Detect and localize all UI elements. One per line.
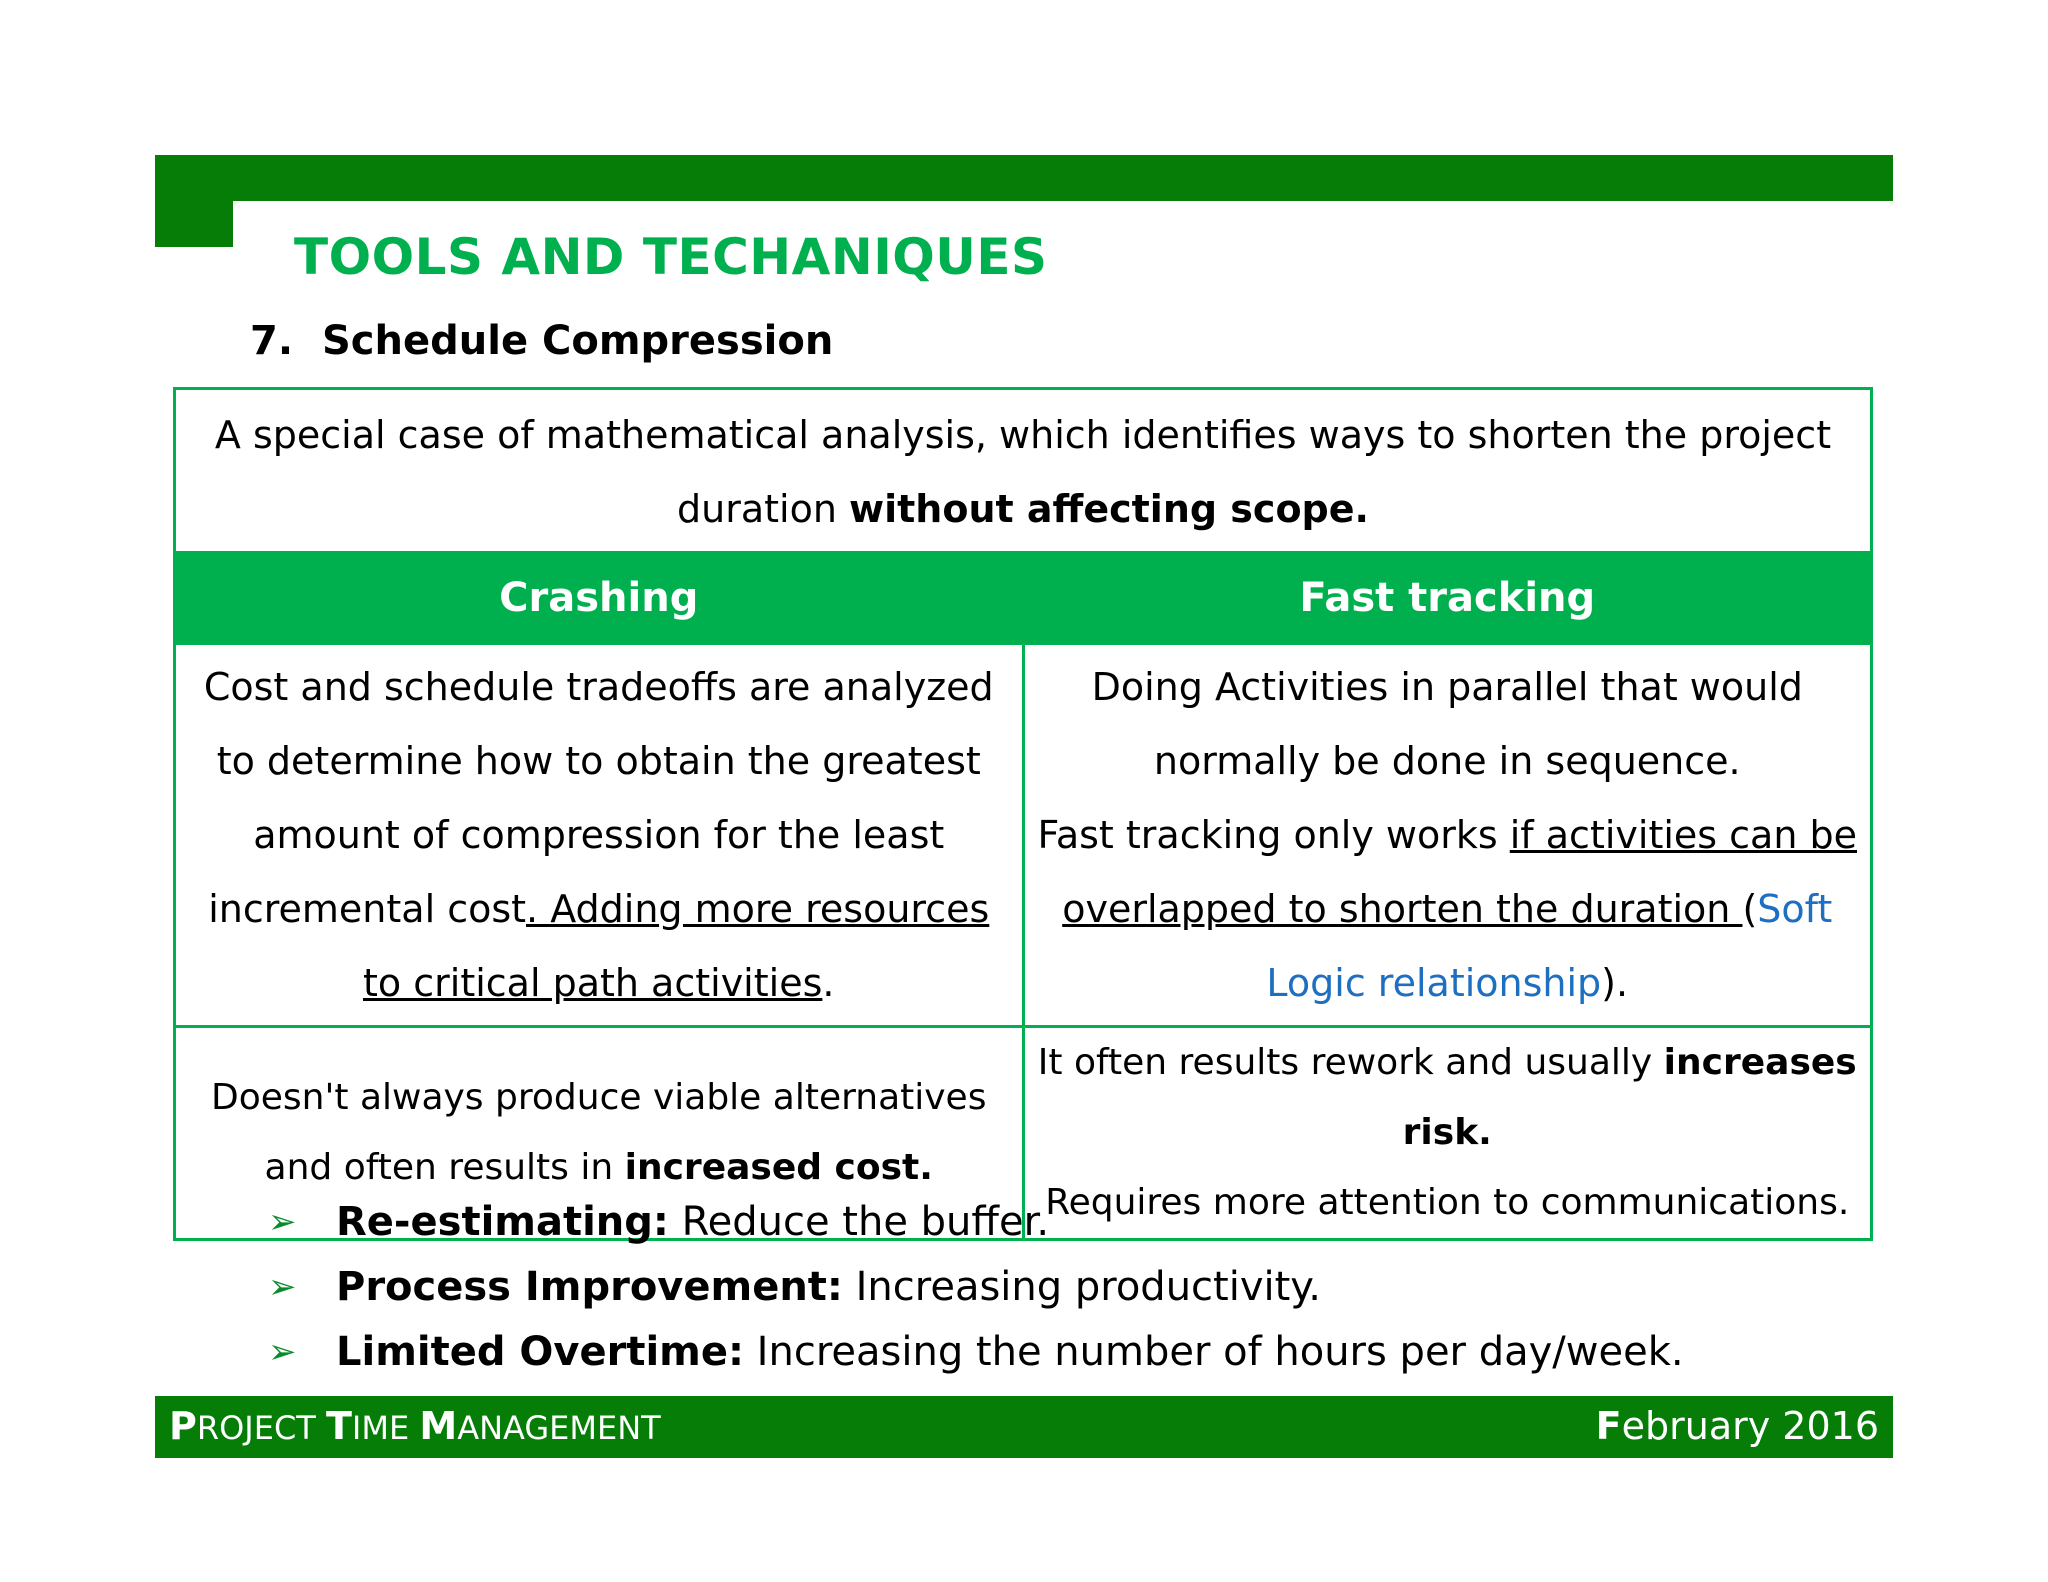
footer-bar [155, 1396, 1893, 1458]
footer-cap: M [419, 1404, 458, 1448]
arrow-bullet-icon: ➢ [268, 1267, 297, 1307]
footer-cap: P [169, 1404, 197, 1448]
footer-date-text: ebruary 2016 [1621, 1404, 1879, 1448]
arrow-bullet-icon: ➢ [268, 1202, 297, 1242]
arrow-bullet-icon: ➢ [268, 1332, 297, 1372]
footer-word: ROJECT [196, 1409, 326, 1447]
paren-close: ). [1601, 961, 1629, 1005]
section-number: 7. [250, 318, 294, 364]
paren-open: ( [1742, 887, 1758, 931]
crashing-note-text: Doesn't always produce viable alternatives and often results in [211, 1077, 987, 1188]
bullet-text: Reduce the buffer. [668, 1199, 1050, 1245]
crashing-note-bold: increased cost. [624, 1147, 933, 1188]
bullet-label: Process Improvement: [336, 1264, 843, 1310]
footer-date-cap: F [1595, 1404, 1622, 1448]
header-left-block [155, 155, 233, 247]
header-bar [155, 155, 1893, 201]
intro-box [173, 387, 1873, 551]
footer-word: ANAGEMENT [457, 1409, 661, 1447]
fast-tracking-desc-underlined: if activities can be overlapped to shorten the duration [1062, 813, 1858, 931]
bullet-text: Increasing productivity. [842, 1264, 1321, 1310]
bullet-label: Limited Overtime: [336, 1329, 744, 1375]
footer-title [169, 1404, 661, 1448]
bullet-label: Re-estimating: [336, 1199, 669, 1245]
slide-title: TOOLS AND TECHANIQUES [294, 228, 1048, 286]
crashing-desc-underlined: . Adding more resources to critical path activities [363, 887, 990, 1005]
soft-logic-link[interactable]: Soft Logic relationship [1266, 887, 1833, 1005]
table-row-description [175, 644, 1872, 1027]
table-header-row [175, 553, 1872, 644]
crashing-description [175, 644, 1024, 1027]
bullet-list [268, 1196, 1684, 1391]
header-fast-tracking: Fast tracking [1023, 553, 1872, 644]
compression-table [173, 551, 1873, 1241]
bullet-text: Increasing the number of hours per day/week. [743, 1329, 1684, 1375]
list-item [268, 1261, 1684, 1326]
intro-text: A special case of mathematical analysis, which identifies ways to shorten the project duration [214, 413, 1832, 531]
fast-tracking-note-bold: increases risk. [1402, 1042, 1857, 1153]
header-crashing: Crashing [175, 553, 1024, 644]
crashing-desc-text: Cost and schedule tradeoffs are analyzed to determine how to obtain the greatest amount of compression for the least incremental cost [203, 665, 994, 931]
footer-cap: T [326, 1404, 352, 1448]
fast-tracking-desc-line1: Doing Activities in parallel that would normally be done in sequence. [1091, 665, 1803, 783]
footer-date [1596, 1404, 1879, 1448]
section-title: Schedule Compression [322, 318, 834, 364]
fast-tracking-desc-text: Fast tracking only works [1037, 813, 1510, 857]
crashing-desc-end: . [822, 961, 835, 1005]
fast-tracking-note-text: It often results rework and usually [1037, 1042, 1664, 1083]
fast-tracking-note-line2: Requires more attention to communications. [1045, 1182, 1850, 1223]
list-item [268, 1326, 1684, 1391]
intro-bold: without affecting scope. [849, 487, 1369, 531]
footer-word: IME [351, 1409, 420, 1447]
section-heading [250, 318, 833, 364]
fast-tracking-description [1023, 644, 1872, 1027]
list-item [268, 1196, 1684, 1261]
